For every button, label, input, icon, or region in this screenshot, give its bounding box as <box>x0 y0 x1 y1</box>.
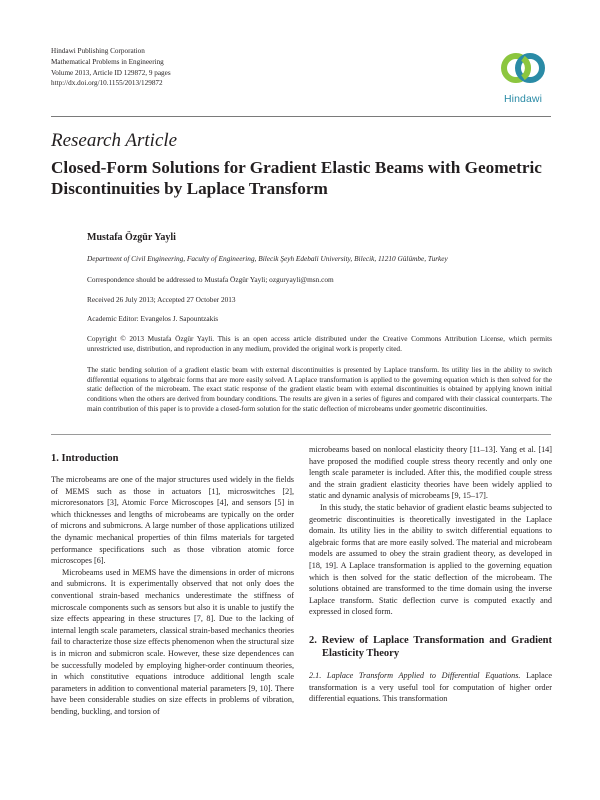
paragraph: In this study, the static behavior of gradient elastic beams subjected to geometric discontinuities is theoretically investigated in the Laplace domain. Its utility lies in the ability to switch differential equations to algebraic forms that are more easily solved. The material and microbeam models are assumed to obey the strain gradient theory, as developed in [18, 19]. A Laplace transformation is applied to the governing equation which is then solved for the static deflection of the microbeam. The solutions obtained are transformed to the time domain using the inverse Laplace transform. Static deflection curve is computed exactly and expressed in closed form. <box>309 502 552 617</box>
doi-link[interactable]: http://dx.doi.org/10.1155/2013/129872 <box>51 79 163 88</box>
copyright-notice: Copyright © 2013 Mustafa Özgür Yayli. This is an open access article distributed under the Creative Commons Attribution License, which permits unrestricted use, distribution, and reproduction in any medium, provided the original work is properly cited. <box>87 334 552 353</box>
paragraph: The microbeams are one of the major structures used widely in the fields of MEMS such as those in actuators [1], microswitches [2], microresonators [3], Atomic Force Microscopes [4], and sensors [5] in which thicknesses and lengths of microbeams are typically on the order of microns and submicrons. A large number of those applications utilized the dynamic mechanical properties of thin films materials for targeted performance specifications such as those vibration atomic force microscopes [6]. <box>51 475 294 566</box>
academic-editor: Academic Editor: Evangelos J. Sapountzakis <box>87 314 219 323</box>
header-divider <box>51 116 551 117</box>
subsection-title: 2.1. Laplace Transform Applied to Differential Equations. <box>309 670 521 680</box>
volume-info: Volume 2013, Article ID 129872, 9 pages <box>51 68 171 77</box>
logo-wordmark: Hindawi <box>503 93 543 105</box>
paper-title: Closed-Form Solutions for Gradient Elastic Beams with Geometric Discontinuities by Laplace Transform <box>51 158 542 198</box>
section-heading: 2. Review of Laplace Transformation and Gradient Elasticity Theory <box>309 634 552 659</box>
abstract: The static bending solution of a gradient elastic beam with external discontinuities is presented by Laplace transform. Its utility lies in the ability to switch differential equations to algebraic forms that are more easily solved. A Laplace transformation is applied to the governing equation which is then solved for the static deflection of the microbeam. The exact static response of the gradient elastic beam with external discontinuities is obtained by applying known initial conditions when the others are derived from boundary conditions. The results are given in a series of figures and compared with their classical counterparts. The main contribution of this paper is to provide a closed-form solution for the static deflection of microbeams under geometric discontinuities. <box>87 366 552 413</box>
paragraph <box>309 670 552 705</box>
correspondence: Correspondence should be addressed to Mustafa Özgür Yayli; ozguryayli@msn.com <box>87 275 334 284</box>
received-accepted-dates: Received 26 July 2013; Accepted 27 October 2013 <box>87 295 236 304</box>
affiliation: Department of Civil Engineering, Faculty of Engineering, Bilecik Şeyh Edebali University, Bilecik, 11210 Gülümbe, Turkey <box>87 254 448 263</box>
right-column <box>309 444 552 705</box>
paragraph: Microbeams used in MEMS have the dimensions in order of microns and submicrons. It is experimentally observed that not only does the conventional strain-based mechanics underestimate the stiffness of microscale components such as sensors but also it is unable to justify the size effects appearing in these structures [7, 8]. Due to the lacking of internal length scale parameters, classical strain-based mechanics theories fail to characterize those size effects phenomenon when the structural size is in micron and submicron scale. However, these size dependences can be successfully modeled by employing higher-order continuum theories, in which constitutive equations introduce additional length scale parameters in addition to conventional material parameters [9, 10]. There have been considerable studies on size effects in problems of vibration, bending, buckling, and torsion of <box>51 567 294 716</box>
publication-info <box>51 46 171 89</box>
journal-name: Mathematical Problems in Engineering <box>51 57 164 66</box>
left-column <box>51 452 294 717</box>
subsection-text: Laplace transformation is a very useful tool for computation of higher order differential equations. This transformation <box>309 670 553 704</box>
article-type: Research Article <box>51 130 178 151</box>
author-name: Mustafa Özgür Yayli <box>87 232 176 243</box>
section-heading: 1. Introduction <box>51 453 119 464</box>
paragraph: microbeams based on nonlocal elasticity theory [11–13]. Yang et al. [14] have proposed the modified couple stress theory recently and only one length scale parameter is included. After this, the modified couple stress and the strain gradient elasticity theories have been widely applied to static and dynamic analysis of microbeams [9, 15–17]. <box>309 445 552 501</box>
abstract-divider <box>51 434 551 435</box>
publisher-name: Hindawi Publishing Corporation <box>51 47 145 55</box>
